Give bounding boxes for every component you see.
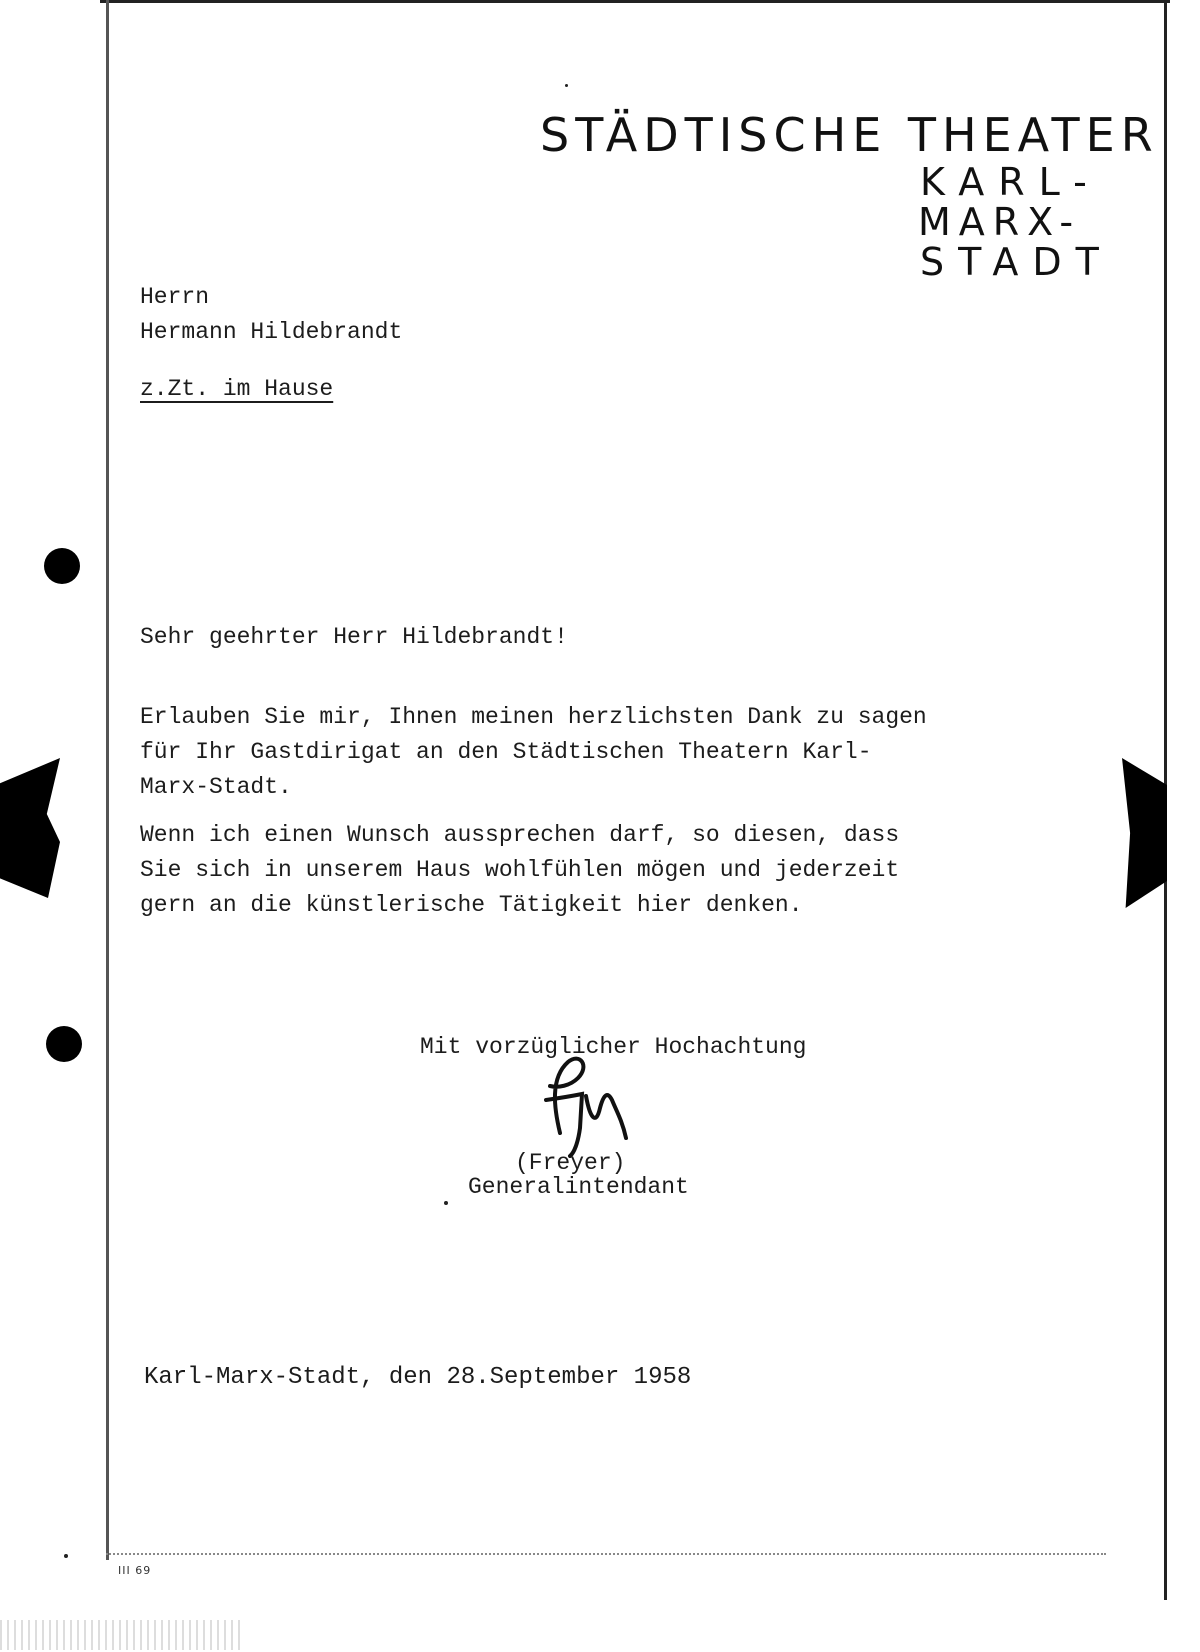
- binder-clip-left: [0, 758, 60, 898]
- handwritten-signature: [520, 1048, 640, 1158]
- letterhead-city-line1: KARL-: [920, 160, 1101, 204]
- paragraph-line: Sie sich in unserem Haus wohlfühlen mögen und jederzeit: [140, 857, 900, 883]
- paragraph-line: Wenn ich einen Wunsch aussprechen darf, so diesen, dass: [140, 822, 900, 848]
- scan-border-left: [106, 0, 109, 1560]
- ink-dot: [565, 84, 568, 87]
- letterhead-city-line2: MARX-: [918, 200, 1082, 244]
- scan-border-top: [100, 0, 1170, 3]
- binder-clip-right: [1122, 758, 1167, 908]
- recipient-name: Hermann Hildebrandt: [140, 319, 403, 345]
- paragraph-line: Marx-Stadt.: [140, 774, 292, 800]
- punch-hole-upper: [44, 548, 80, 584]
- letter-closing: Mit vorzüglicher Hochachtung: [420, 1034, 807, 1060]
- scan-artifact: [0, 1620, 240, 1650]
- recipient-location: z.Zt. im Hause: [140, 376, 334, 402]
- scan-border-bottom: [106, 1553, 1106, 1555]
- paragraph-line: gern an die künstlerische Tätigkeit hier denken.: [140, 892, 803, 918]
- letterhead-title: STÄDTISCHE THEATER: [540, 108, 1159, 162]
- letterhead-city-line3: STADT: [920, 240, 1113, 284]
- paragraph-line: Erlauben Sie mir, Ihnen meinen herzlichsten Dank zu sagen: [140, 704, 927, 730]
- ink-dot: [444, 1201, 448, 1205]
- punch-hole-lower: [46, 1026, 82, 1062]
- signer-name: (Freyer): [515, 1150, 626, 1176]
- recipient-salutation: Herrn: [140, 284, 210, 310]
- signer-title: Generalintendant: [468, 1174, 689, 1200]
- ink-dot: [64, 1554, 68, 1558]
- place-and-date: Karl-Marx-Stadt, den 28.September 1958: [144, 1364, 692, 1391]
- paragraph-line: für Ihr Gastdirigat an den Städtischen Theatern Karl-: [140, 739, 872, 765]
- form-code: III 69: [118, 1564, 152, 1577]
- letter-greeting: Sehr geehrter Herr Hildebrandt!: [140, 624, 568, 650]
